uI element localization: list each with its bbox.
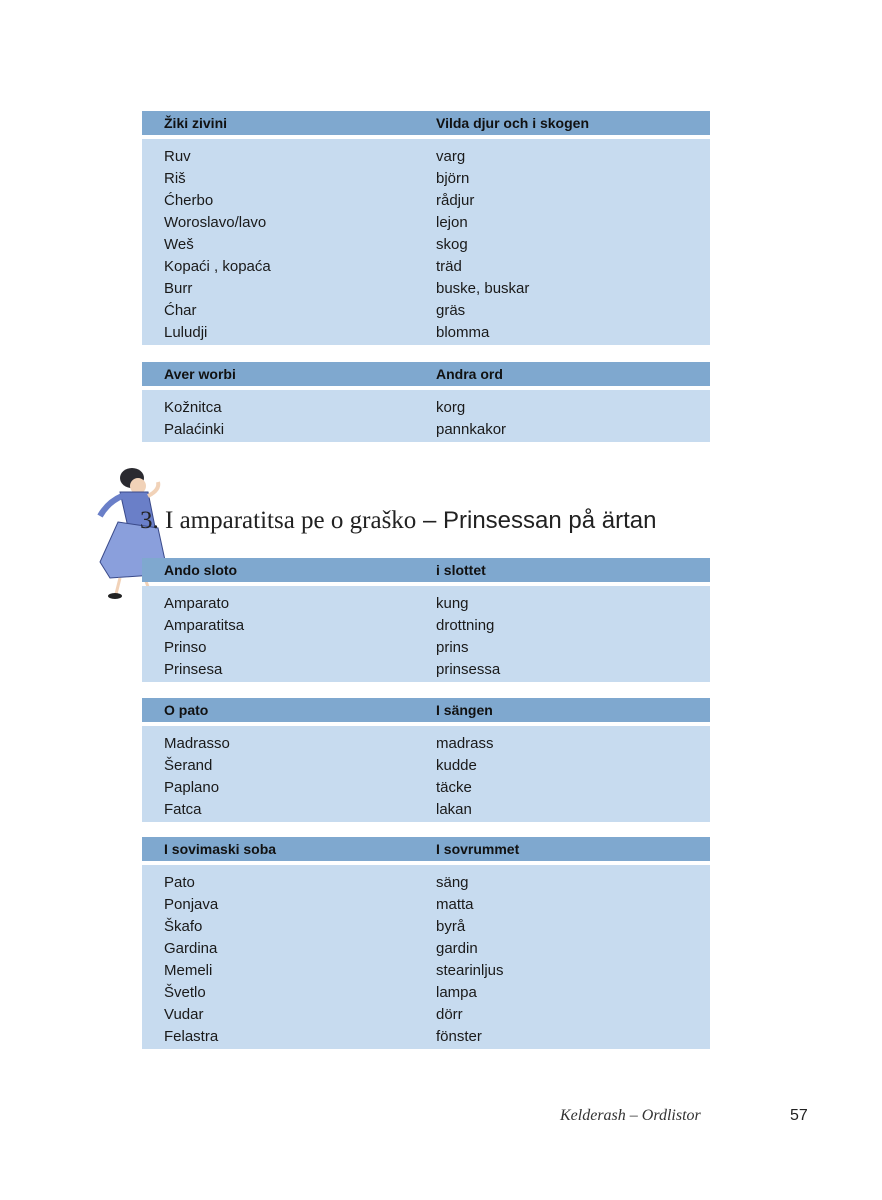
table-row xyxy=(142,732,710,754)
table-row xyxy=(142,233,710,255)
word-swedish: varg xyxy=(436,147,466,165)
table-row xyxy=(142,189,710,211)
word-swedish: drottning xyxy=(436,616,495,634)
header-romani: Aver worbi xyxy=(164,366,236,382)
table-row xyxy=(142,321,710,343)
header-romani: Žiki zivini xyxy=(164,115,228,131)
table-row xyxy=(142,893,710,915)
table-row xyxy=(142,776,710,798)
word-swedish: gräs xyxy=(436,301,466,319)
table-row xyxy=(142,1003,710,1025)
table-header xyxy=(142,558,710,582)
table-header xyxy=(142,698,710,722)
table-body xyxy=(142,139,710,345)
word-romani: Luludji xyxy=(164,323,208,341)
table-header xyxy=(142,111,710,135)
title-separator: – xyxy=(416,507,443,534)
word-romani: Vudar xyxy=(164,1005,204,1023)
table-row xyxy=(142,277,710,299)
vocab-table-bed xyxy=(142,698,710,822)
word-swedish: stearinljus xyxy=(436,961,504,979)
table-row xyxy=(142,418,710,440)
word-romani: Šerand xyxy=(164,756,213,774)
word-romani: Ćherbo xyxy=(164,191,214,209)
footer-source: Kelderash – Ordlistor xyxy=(560,1107,701,1124)
word-swedish: buske, buskar xyxy=(436,279,530,297)
word-romani: Weš xyxy=(164,235,194,253)
section-title xyxy=(140,506,656,535)
title-romani: 3. I amparatitsa pe o graško xyxy=(140,507,417,534)
word-swedish: prins xyxy=(436,638,469,656)
header-swedish: Vilda djur och i skogen xyxy=(436,115,589,131)
table-row xyxy=(142,754,710,776)
table-row xyxy=(142,592,710,614)
word-swedish: rådjur xyxy=(436,191,475,209)
table-row xyxy=(142,937,710,959)
table-row xyxy=(142,299,710,321)
page-number: 57 xyxy=(790,1107,808,1124)
word-swedish: korg xyxy=(436,398,466,416)
title-swedish: Prinsessan på ärtan xyxy=(442,507,657,534)
word-romani: Prinsesa xyxy=(164,660,223,678)
word-romani: Ćhar xyxy=(164,301,197,319)
vocab-table-bedroom xyxy=(142,837,710,1049)
header-swedish: I sovrummet xyxy=(436,841,520,857)
table-row xyxy=(142,167,710,189)
table-row xyxy=(142,145,710,167)
word-swedish: prinsessa xyxy=(436,660,501,678)
header-swedish: Andra ord xyxy=(436,366,503,382)
word-romani: Prinso xyxy=(164,638,207,656)
word-swedish: kudde xyxy=(436,756,477,774)
table-row xyxy=(142,1025,710,1047)
word-romani: Burr xyxy=(164,279,193,297)
table-header xyxy=(142,362,710,386)
word-romani: Paplano xyxy=(164,778,220,796)
word-swedish: lakan xyxy=(436,800,472,818)
header-romani: Ando sloto xyxy=(164,562,238,578)
header-swedish: i slottet xyxy=(436,562,486,578)
word-romani: Gardina xyxy=(164,939,218,957)
word-romani: Palaćinki xyxy=(164,420,225,438)
word-romani: Ponjava xyxy=(164,895,219,913)
word-swedish: täcke xyxy=(436,778,472,796)
word-romani: Felastra xyxy=(164,1027,219,1045)
table-row xyxy=(142,981,710,1003)
table-row xyxy=(142,798,710,820)
table-row xyxy=(142,871,710,893)
vocab-table-other-words xyxy=(142,362,710,442)
word-swedish: matta xyxy=(436,895,474,913)
word-romani: Švetlo xyxy=(164,983,206,1001)
word-swedish: byrå xyxy=(436,917,466,935)
word-swedish: pannkakor xyxy=(436,420,507,438)
word-swedish: blomma xyxy=(436,323,490,341)
word-romani: Memeli xyxy=(164,961,213,979)
table-body xyxy=(142,586,710,682)
word-romani: Ruv xyxy=(164,147,191,165)
word-swedish: träd xyxy=(436,257,462,275)
word-romani: Woroslavo/lavo xyxy=(164,213,267,231)
table-row xyxy=(142,211,710,233)
word-romani: Kopaći , kopaća xyxy=(164,257,271,275)
word-swedish: skog xyxy=(436,235,468,253)
header-swedish: I sängen xyxy=(436,702,493,718)
word-swedish: fönster xyxy=(436,1027,482,1045)
table-row xyxy=(142,915,710,937)
word-swedish: madrass xyxy=(436,734,494,752)
word-swedish: lampa xyxy=(436,983,477,1001)
table-row xyxy=(142,396,710,418)
word-romani: Škafo xyxy=(164,917,203,935)
header-romani: O pato xyxy=(164,702,209,718)
table-row xyxy=(142,636,710,658)
vocab-table-wild-animals xyxy=(142,111,710,345)
header-romani: I sovimaski soba xyxy=(164,841,277,857)
table-header xyxy=(142,837,710,861)
word-swedish: säng xyxy=(436,873,469,891)
word-swedish: björn xyxy=(436,169,470,187)
vocab-table-castle xyxy=(142,558,710,682)
word-swedish: dörr xyxy=(436,1005,463,1023)
word-romani: Madrasso xyxy=(164,734,230,752)
word-romani: Amparato xyxy=(164,594,230,612)
word-swedish: lejon xyxy=(436,213,468,231)
table-row xyxy=(142,658,710,680)
table-row xyxy=(142,255,710,277)
table-body xyxy=(142,390,710,442)
table-row xyxy=(142,614,710,636)
word-romani: Amparatitsa xyxy=(164,616,245,634)
word-romani: Kožnitca xyxy=(164,398,222,416)
word-romani: Riš xyxy=(164,169,186,187)
word-swedish: kung xyxy=(436,594,469,612)
table-row xyxy=(142,959,710,981)
word-swedish: gardin xyxy=(436,939,478,957)
word-romani: Pato xyxy=(164,873,195,891)
word-romani: Fatca xyxy=(164,800,202,818)
table-body xyxy=(142,865,710,1049)
table-body xyxy=(142,726,710,822)
